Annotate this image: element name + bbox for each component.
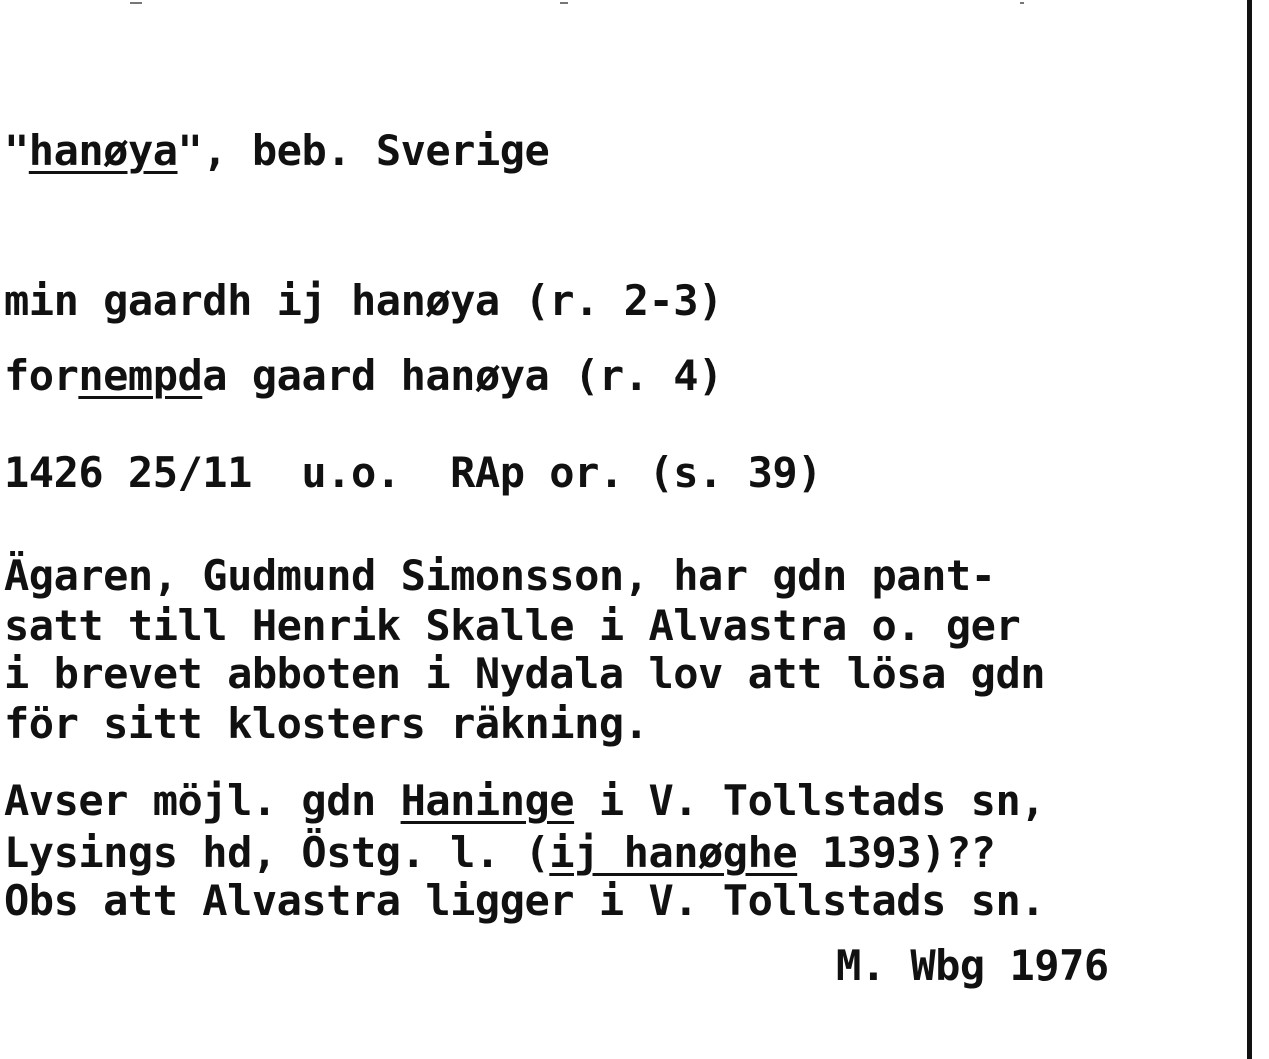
headword-line (4, 126, 550, 175)
form-2-pre: for (4, 351, 79, 400)
speck (1020, 2, 1024, 4)
note-2-pre: Lysings hd, Östg. l. ( (4, 828, 550, 877)
commentary-line-3: i brevet abboten i Nydala lov att lösa gdn (4, 649, 1046, 698)
note-1-pre: Avser möjl. gdn (4, 776, 401, 825)
signature: M. Wbg 1976 (836, 941, 1109, 990)
note-line-3: Obs att Alvastra ligger i V. Tollstads sn. (4, 876, 1046, 925)
note-1-underlined: Haninge (400, 776, 575, 825)
scan-specks (0, 2, 1240, 6)
speck (560, 2, 568, 4)
source-line: 1426 25/11 u.o. RAp or. (s. 39) (4, 448, 822, 497)
commentary-line-4: för sitt klosters räkning. (4, 699, 649, 748)
form-line-2 (4, 351, 723, 400)
form-2-underlined: nempd (78, 351, 203, 400)
quote-close: " (177, 126, 203, 175)
note-2-post: 1393)?? (797, 828, 996, 877)
headword-rest: , beb. Sverige (202, 126, 550, 175)
speck (130, 2, 142, 4)
card-edge-line (1247, 0, 1252, 1059)
note-1-post: i V. Tollstads sn, (574, 776, 1046, 825)
commentary-line-1: Ägaren, Gudmund Simonsson, har gdn pant- (4, 551, 996, 600)
form-line-1: min gaardh ij hanøya (r. 2-3) (4, 276, 723, 325)
commentary-line-2: satt till Henrik Skalle i Alvastra o. ger (4, 601, 1021, 650)
note-line-1 (4, 776, 1046, 825)
headword: hanøya (28, 126, 178, 175)
form-2-post: a gaard hanøya (r. 4) (202, 351, 723, 400)
note-line-2 (4, 828, 996, 877)
quote-open: " (4, 126, 29, 175)
note-2-underlined: ij hanøghe (549, 828, 798, 877)
